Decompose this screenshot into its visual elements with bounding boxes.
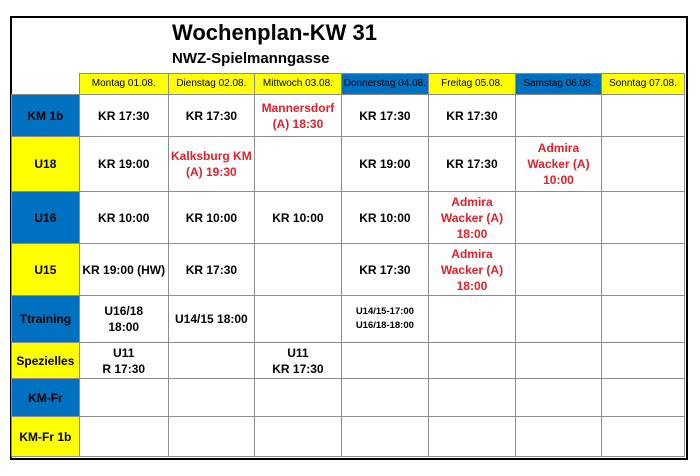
schedule-cell: Admira Wacker (A) 18:00 [428, 192, 515, 244]
row-label-ttraining: Ttraining [12, 296, 80, 343]
schedule-cell [428, 343, 515, 379]
schedule-cell [601, 296, 684, 343]
schedule-cell: KR 17:30 [168, 95, 254, 137]
schedule-cell [601, 137, 684, 192]
schedule-cell [255, 417, 342, 457]
schedule-cell [515, 379, 601, 417]
row-label-km-fr-1b: KM-Fr 1b [12, 417, 80, 457]
schedule-cell: KR 10:00 [168, 192, 254, 244]
schedule-cell: U16/18 18:00 [79, 296, 168, 343]
schedule-cell [601, 95, 684, 137]
schedule-cell [79, 379, 168, 417]
schedule-cell [515, 417, 601, 457]
schedule-cell [515, 343, 601, 379]
schedule-cell [601, 379, 684, 417]
schedule-cell: KR 17:30 [428, 137, 515, 192]
schedule-cell: KR 19:00 [79, 137, 168, 192]
schedule-cell: Kalksburg KM (A) 19:30 [168, 137, 254, 192]
day-header-friday: Freitag 05.08. [428, 74, 515, 95]
schedule-cell [168, 343, 254, 379]
schedule-cell: KR 10:00 [255, 192, 342, 244]
table-row [12, 244, 685, 296]
schedule-cell: KR 10:00 [79, 192, 168, 244]
schedule-cell [341, 379, 428, 417]
day-header-monday: Montag 01.08. [79, 74, 168, 95]
schedule-cell [341, 417, 428, 457]
schedule-cell [601, 244, 684, 296]
schedule-cell: U14/15 18:00 [168, 296, 254, 343]
schedule-cell: KR 19:00 (HW) [79, 244, 168, 296]
day-header-sunday: Sonntag 07.08. [601, 74, 684, 95]
schedule-cell: Admira Wacker (A) 18:00 [428, 244, 515, 296]
schedule-cell [428, 296, 515, 343]
schedule-cell [255, 296, 342, 343]
schedule-table [11, 73, 685, 457]
schedule-cell: KR 10:00 [341, 192, 428, 244]
table-header-row [12, 74, 685, 95]
schedule-cell [601, 343, 684, 379]
schedule-cell [79, 417, 168, 457]
schedule-cell: KR 19:00 [341, 137, 428, 192]
page-subtitle: NWZ-Spielmanngasse [172, 50, 330, 67]
schedule-cell: Admira Wacker (A) 10:00 [515, 137, 601, 192]
schedule-cell: Mannersdorf (A) 18:30 [255, 95, 342, 137]
schedule-cell [601, 417, 684, 457]
page-title: Wochenplan-KW 31 [172, 20, 377, 45]
day-header-tuesday: Dienstag 02.08. [168, 74, 254, 95]
schedule-cell [515, 192, 601, 244]
schedule-cell: U14/15-17:00 U16/18-18:00 [341, 296, 428, 343]
schedule-cell [515, 95, 601, 137]
row-label-u16: U16 [12, 192, 80, 244]
row-label-km-1b: KM 1b [12, 95, 80, 137]
table-row [12, 343, 685, 379]
schedule-cell [428, 417, 515, 457]
schedule-cell: KR 17:30 [428, 95, 515, 137]
schedule-cell: U11 KR 17:30 [255, 343, 342, 379]
table-row [12, 296, 685, 343]
row-label-km-fr: KM-Fr [12, 379, 80, 417]
row-label-spezielles: Spezielles [12, 343, 80, 379]
table-row [12, 95, 685, 137]
schedule-cell: KR 17:30 [341, 244, 428, 296]
table-row [12, 137, 685, 192]
schedule-cell [168, 379, 254, 417]
day-header-wednesday: Mittwoch 03.08. [255, 74, 342, 95]
weekly-plan-sheet [10, 16, 688, 460]
table-row [12, 192, 685, 244]
schedule-cell [255, 244, 342, 296]
schedule-cell [515, 244, 601, 296]
row-label-u15: U15 [12, 244, 80, 296]
day-header-thursday: Donnerstag 04.08. [341, 74, 428, 95]
schedule-cell [255, 137, 342, 192]
schedule-cell: KR 17:30 [168, 244, 254, 296]
schedule-cell: KR 17:30 [341, 95, 428, 137]
schedule-cell: U11 R 17:30 [79, 343, 168, 379]
schedule-cell [428, 379, 515, 417]
schedule-cell [515, 296, 601, 343]
schedule-cell [255, 379, 342, 417]
schedule-cell [341, 343, 428, 379]
schedule-cell: KR 17:30 [79, 95, 168, 137]
header-corner [12, 74, 80, 95]
day-header-saturday: Samstag 06.08. [515, 74, 601, 95]
schedule-cell [601, 192, 684, 244]
table-row [12, 379, 685, 417]
row-label-u18: U18 [12, 137, 80, 192]
table-row [12, 417, 685, 457]
schedule-cell [168, 417, 254, 457]
